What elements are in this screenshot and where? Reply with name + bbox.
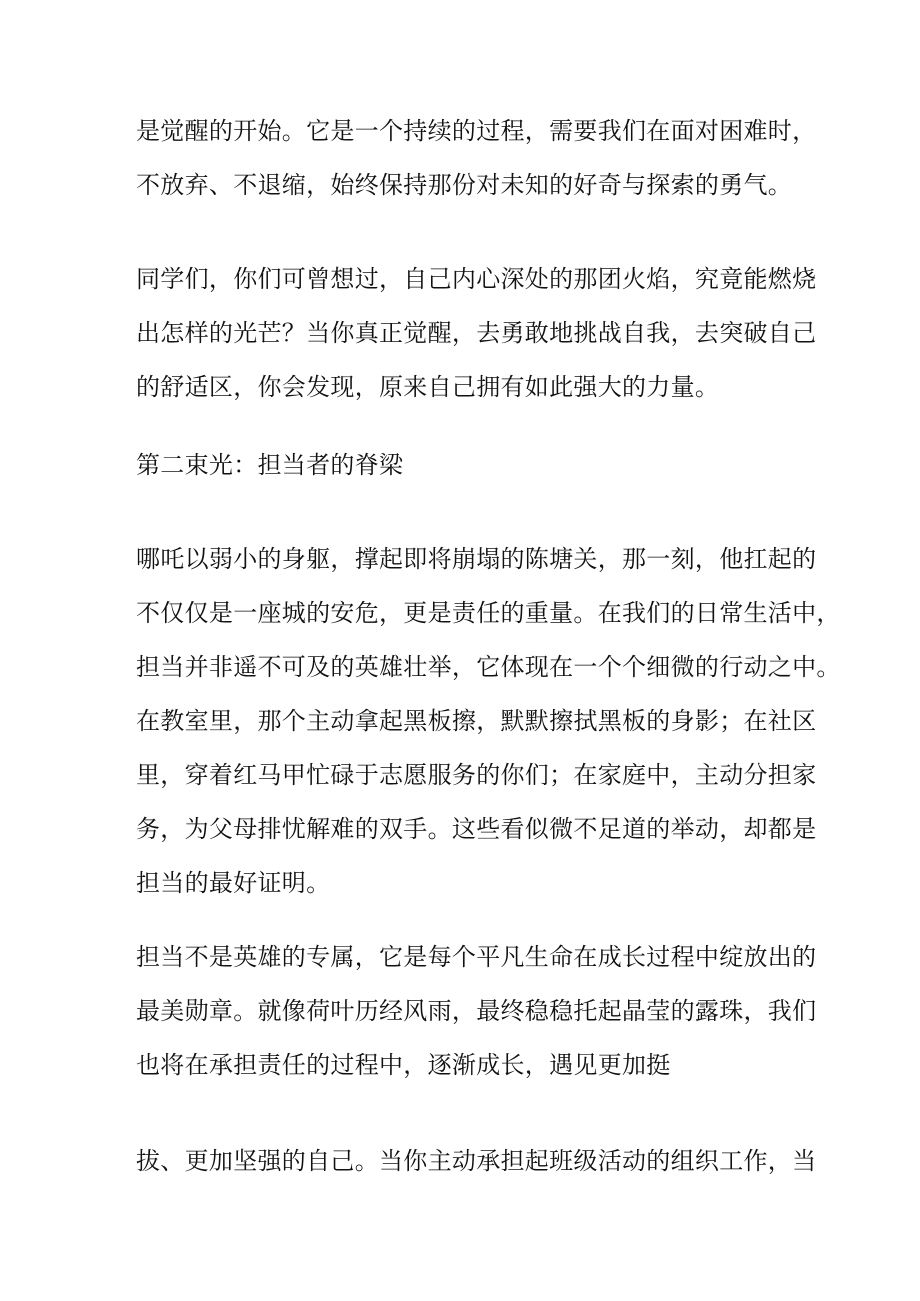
- text-line: 务，为父母排忧解难的双手。这些看似微不足道的举动，却都是: [136, 815, 817, 843]
- text-line: 不仅仅是一座城的安危，更是责任的重量。在我们的日常生活中，: [136, 599, 841, 627]
- text-line: 里，穿着红马甲忙碌于志愿服务的你们；在家庭中，主动分担家: [136, 761, 817, 789]
- text-line: 担当的最好证明。: [136, 869, 331, 897]
- text-line: 拔、更加坚强的自己。当你主动承担起班级活动的组织工作，当: [136, 1147, 817, 1175]
- text-line: 不放弃、不退缩，始终保持那份对未知的好奇与探索的勇气。: [136, 171, 793, 199]
- text-line: 同学们，你们可曾想过，自己内心深处的那团火焰，究竟能燃烧: [136, 265, 817, 293]
- text-line: 担当并非遥不可及的英雄壮举，它体现在一个个细微的行动之中。: [136, 653, 841, 681]
- text-line: 担当不是英雄的专属，它是每个平凡生命在成长过程中绽放出的: [136, 943, 817, 971]
- section-heading: 第二束光：担当者的脊梁: [136, 451, 404, 479]
- text-line: 的舒适区，你会发现，原来自己拥有如此强大的力量。: [136, 373, 720, 401]
- text-line: 是觉醒的开始。它是一个持续的过程，需要我们在面对困难时，: [136, 117, 817, 145]
- text-line: 最美勋章。就像荷叶历经风雨，最终稳稳托起晶莹的露珠，我们: [136, 997, 817, 1025]
- text-line: 哪吒以弱小的身躯，撑起即将崩塌的陈塘关，那一刻，他扛起的: [136, 545, 817, 573]
- text-line: 在教室里，那个主动拿起黑板擦，默默擦拭黑板的身影；在社区: [136, 707, 817, 735]
- text-line: 出怎样的光芒？当你真正觉醒，去勇敢地挑战自我，去突破自己: [136, 319, 817, 347]
- text-line: 也将在承担责任的过程中，逐渐成长，遇见更加挺: [136, 1051, 671, 1079]
